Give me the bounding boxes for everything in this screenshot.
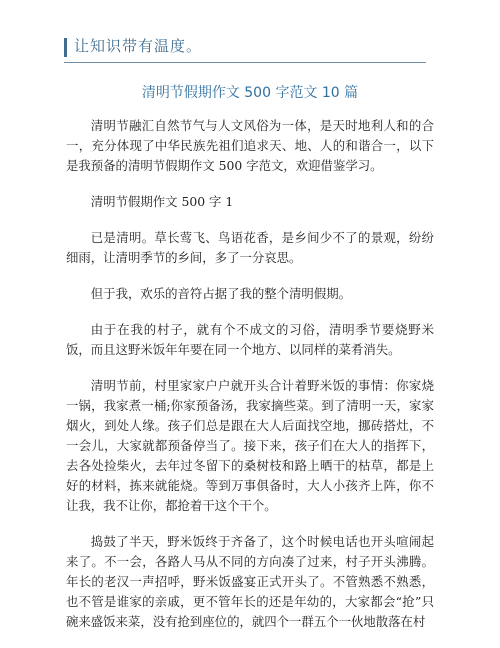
paragraph: 清明节前，村里家家户户就开头合计着野米饭的事情：你家烧一锅，我家煮一桶;你家预备汤，我家摘些菜。到了清明一天，家家烟火，到处人缘。孩子们总是跟在大人后面找空地，挪砖搭灶，不一会儿，大家就都预备停当了。接下来，孩子们在大人的指挥下，去各处捡柴火，去年过冬留下的桑树枝和路上晒干的枯草，都是上好的材料，拣来就能烧。等到万事俱备时，大人小孩齐上阵，你不让我，我不让你，都抢着干这个干个。: [66, 378, 434, 513]
paragraph: 捣鼓了半天，野米饭终于齐备了，这个时候电话也开头喧闹起来了。不一会，各路人马从不同的方向凑了过来，村子开头沸腾。年长的老汉一声招呼，野米饭盛宴正式开头了。不管熟悉不熟悉，也不管是谁家的亲戚，更不管年长的还是年幼的，大家都会“抢”只碗来盛饭来菜，没有抢到座位的，就四个一群五个一伙地散落在村: [66, 534, 434, 629]
paragraph: 由于在我的村子，就有个不成文的习俗，清明季节要烧野米饭，而且这野米饭年年要在同一个地方、以同样的菜肴消失。: [66, 322, 434, 357]
header-slogan: 让知识带有温度。: [74, 37, 203, 55]
section-heading: 清明节假期作文 500 字 1: [90, 194, 234, 209]
paragraph: 清明节融汇自然节气与人文风俗为一体，是天时地利人和的合一，充分体现了中华民族先祖们追求天、地、人的和谐合一，以下是我预备的清明节假期作文 500 字范文，欢迎借鉴学习。: [66, 118, 434, 173]
page-header: [64, 34, 434, 64]
header-divider: [64, 62, 426, 63]
header-accent-bar: [64, 38, 67, 57]
article-body: [66, 116, 434, 648]
paragraph: 但于我，欢乐的音符占据了我的整个清明假期。: [90, 286, 351, 301]
paragraph: 已是清明。草长莺飞、鸟语花香，是乡间少不了的景观，纷纷细雨，让清明季节的乡间，多了一分哀思。: [66, 230, 434, 265]
article-title: 清明节假期作文 500 字范文 10 篇: [141, 85, 359, 101]
